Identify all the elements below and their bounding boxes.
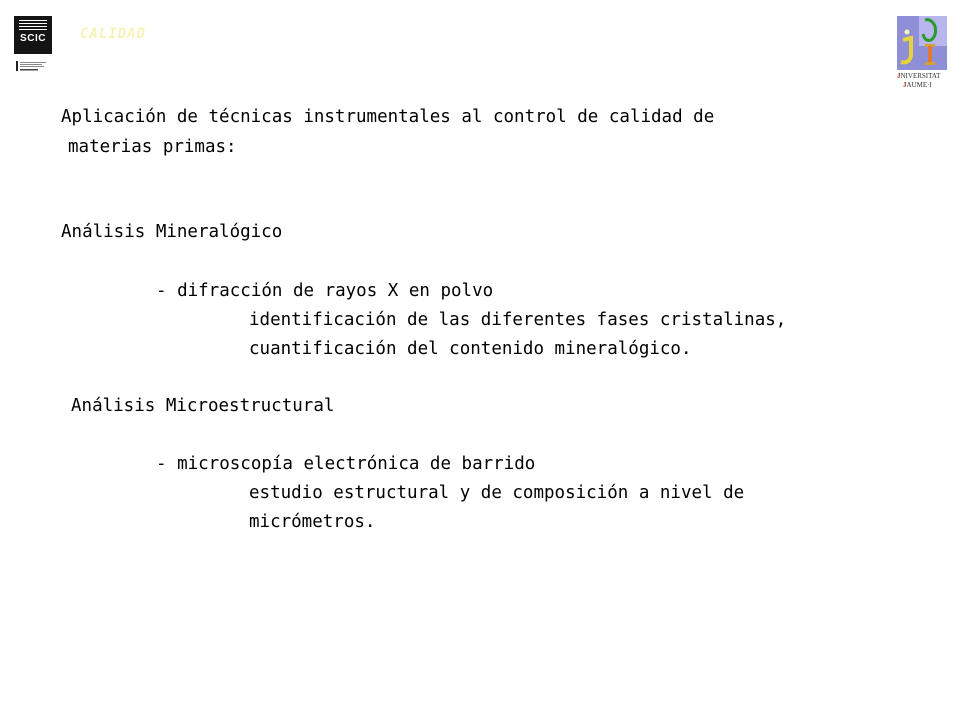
detail-cuantificacion: cuantificación del contenido mineralógico.: [249, 339, 692, 359]
slide-title-line-1: Aplicación de técnicas instrumentales al control de calidad de: [61, 107, 715, 127]
scic-logo-subtext: [16, 60, 50, 72]
uji-logo-line2: AUME·I: [906, 81, 932, 89]
section-heading-mineralogico: Análisis Mineralógico: [61, 222, 283, 242]
uji-logo-art: [897, 16, 947, 70]
scic-logo: [14, 16, 52, 74]
scic-logo-lines: [19, 20, 47, 30]
uji-logo-line1: NIVERSITAT: [900, 72, 941, 80]
section-tag: CALIDAD: [80, 26, 147, 42]
detail-identificacion: identificación de las diferentes fases cristalinas,: [249, 310, 787, 330]
technique-difraccion: - difracción de rayos X en polvo: [156, 281, 494, 301]
scic-logo-text: SCIC: [20, 33, 46, 44]
uji-logo-text: JNIVERSITAT JAUME·I: [897, 72, 941, 89]
detail-micrometros: micrómetros.: [249, 512, 376, 532]
scic-subtext-lines: [16, 60, 50, 72]
technique-microscopia: - microscopía electrónica de barrido: [156, 454, 536, 474]
slide-title-line-2: materias primas:: [68, 137, 237, 157]
section-heading-microestructural: Análisis Microestructural: [71, 396, 335, 416]
detail-estudio: estudio estructural y de composición a nivel de: [249, 483, 745, 503]
uji-logo: [897, 16, 947, 92]
scic-logo-box: [14, 16, 52, 54]
